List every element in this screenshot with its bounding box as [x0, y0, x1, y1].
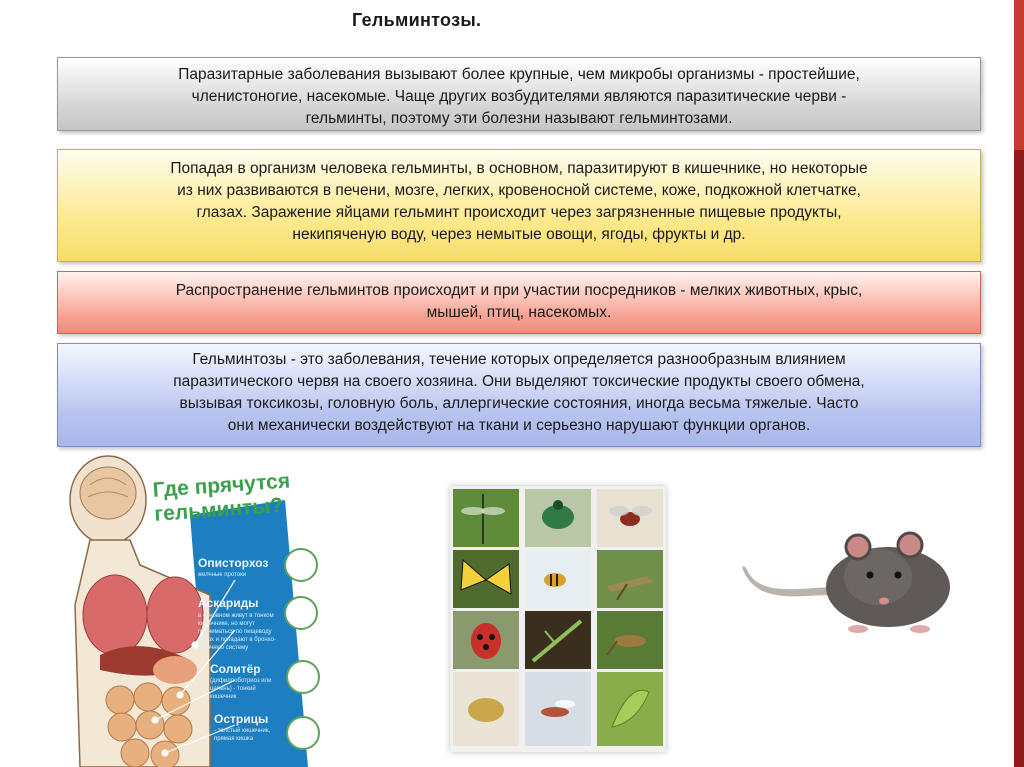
bug-photo	[453, 611, 519, 669]
text-line: они механически воздействуют на ткани и серьезно нарушают функции органов.	[227, 417, 811, 434]
cricket-photo	[597, 611, 663, 669]
text-box-definition	[57, 343, 981, 447]
text-line: Паразитарные заболевания вызывают более крупные, чем микробы организмы - простейшие,	[178, 66, 860, 83]
poster-note: желчные протоки	[198, 572, 247, 578]
poster-label-ascarids: Аскариды	[198, 596, 259, 610]
poster-label-tapeworm: Солитёр	[210, 662, 261, 676]
bee-photo	[525, 550, 591, 608]
text-line: мышей, птиц, насекомых.	[426, 304, 612, 321]
text-line: Гельминтозы - это заболевания, течение которых определяется разнообразным влиянием	[192, 351, 846, 368]
text-line: гельминты, поэтому эти болезни называют гельминтозами.	[305, 110, 733, 127]
poster-title-line: гельминты?	[153, 493, 284, 526]
poster-label-pinworms: Острицы	[214, 712, 269, 726]
rat-illustration	[738, 525, 950, 637]
text-line: вызывая токсикозы, головную боль, аллергические состояния, иногда весьма тяжелые. Часто	[179, 395, 859, 412]
wasp-photo	[525, 672, 591, 746]
worm-icon	[284, 596, 318, 630]
text-line: членистоногие, насекомые. Чаще других возбудителями являются паразитические черви -	[191, 88, 847, 105]
text-line: Распространение гельминтов происходит и при участии посредников - мелких животных, крыс,	[175, 282, 863, 299]
poster-note: в основном живут в тонком кишечнике, но могут подниматься по пищеводу вверх и попадают в бронхо-легочную систему	[198, 613, 276, 651]
leaf-insect-photo	[597, 672, 663, 746]
insect-collage	[450, 486, 666, 752]
text-box-parasitic-diseases	[57, 57, 981, 131]
text-line: Попадая в организм человека гельминты, в основном, паразитируют в кишечнике, но некоторые	[170, 160, 868, 177]
butterfly-photo	[453, 550, 519, 608]
slide-accent-bar	[1014, 0, 1024, 767]
text-line: паразитического червя на своего хозяина. Они выделяют токсические продукты своего обмена,	[173, 373, 865, 390]
poster-note: (дифиллоботриоз или цепень) - тонкий кишечник	[210, 678, 272, 700]
grasshopper-photo	[597, 550, 663, 608]
slide-title: Гельминтозы.	[352, 10, 482, 30]
text-line: глазах. Заражение яйцами гельминт происходит через загрязненные пищевые продукты,	[196, 204, 842, 221]
text-box-infection	[57, 149, 981, 262]
beetle-larva-photo	[453, 672, 519, 746]
poster-title-line: Где прячутся	[152, 469, 291, 502]
text-line: из них развиваются в печени, мозге, легких, кровеносной системе, коже, подкожной клетчатке,	[177, 182, 861, 199]
text-line: некипяченую воду, через немытые овощи, ягоды, фрукты и др.	[292, 226, 746, 243]
worm-icon	[286, 660, 320, 694]
text-box-spread	[57, 271, 981, 334]
fly-photo	[597, 489, 663, 547]
poster-note: - толстый кишечник, прямая кишка	[214, 728, 271, 742]
mantis-photo	[525, 611, 591, 669]
dragonfly-photo	[453, 489, 519, 547]
poster-label-opisthorchiasis: Описторхоз	[198, 556, 269, 570]
worm-icon	[284, 548, 318, 582]
beetle-photo	[525, 489, 591, 547]
worm-icon	[286, 716, 320, 750]
